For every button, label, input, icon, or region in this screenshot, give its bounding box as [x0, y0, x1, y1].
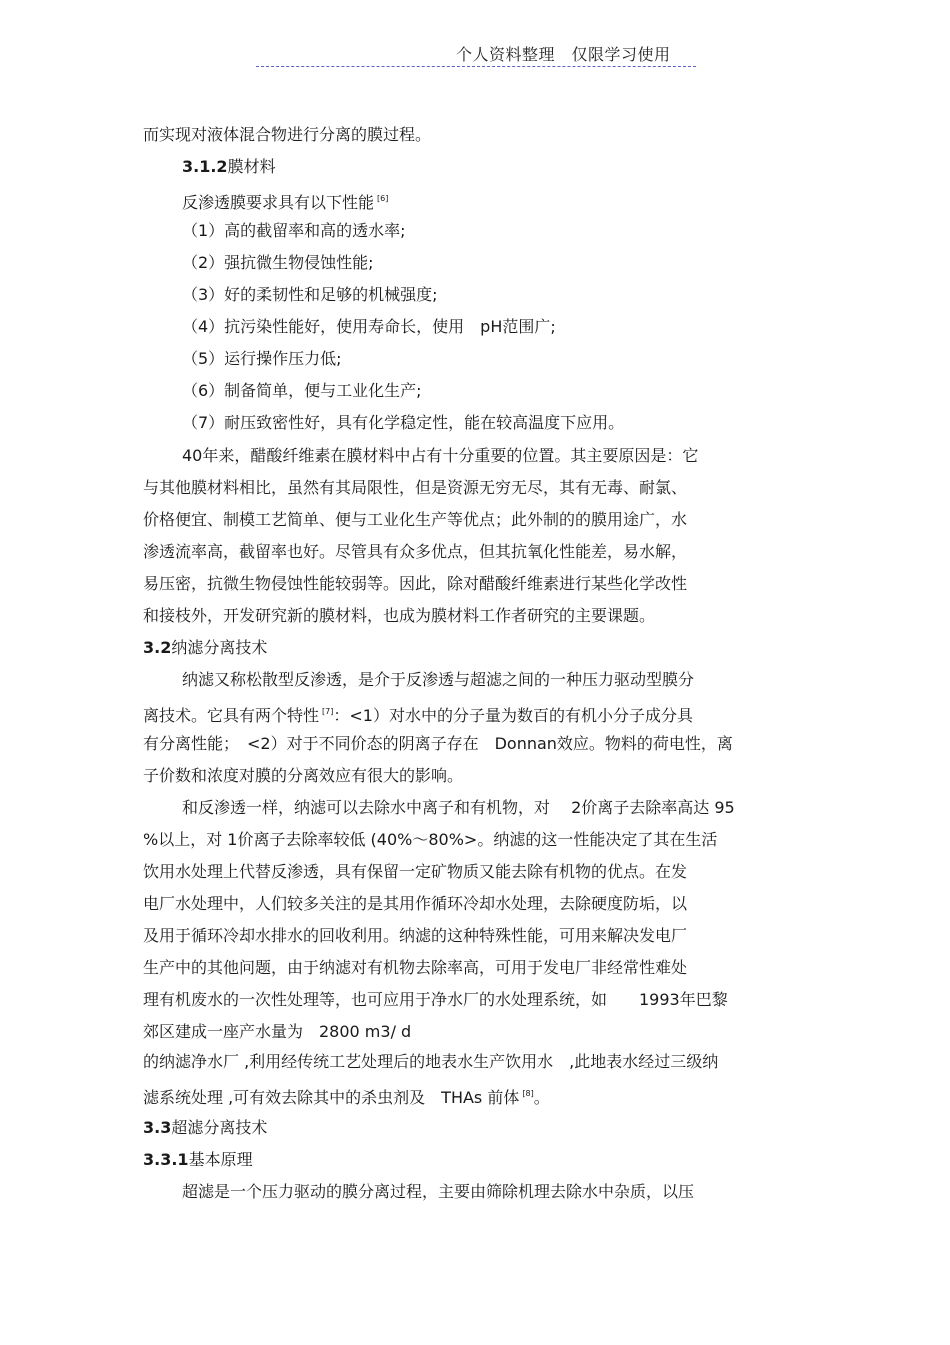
text-line: 易压密，抗微生物侵蚀性能较弱等。因此，除对醋酸纤维素进行某些化学改性 — [143, 574, 688, 593]
text-line: 滤系统处理 ,可有效去除其中的杀虫剂及 THAs 前体 [8]。 — [143, 1088, 550, 1107]
text-line: 与其他膜材料相比，虽然有其局限性，但是资源无穷无尽，其有无毒、耐氯、 — [143, 478, 688, 497]
section-heading: 3.2纳滤分离技术 — [143, 638, 268, 657]
list-item: （4）抗污染性能好，使用寿命长，使用 pH范围广; — [182, 317, 556, 336]
text-line: 反渗透膜要求具有以下性能 [6] — [182, 193, 389, 212]
section-number: 3.2 — [143, 638, 172, 657]
list-item: （6）制备简单，便与工业化生产; — [182, 381, 422, 400]
text-line: 有分离性能； <2）对于不同价态的阴离子存在 Donnan效应。物料的荷电性，离 — [143, 734, 733, 753]
text-line: 而实现对液体混合物进行分离的膜过程。 — [143, 125, 432, 144]
text-line: 理有机废水的一次性处理等，也可应用于净水厂的水处理系统，如 1993年巴黎 — [143, 990, 728, 1009]
header-text: 个人资料整理 仅限学习使用 — [456, 45, 671, 64]
section-heading: 3.3超滤分离技术 — [143, 1118, 268, 1137]
section-heading: 3.1.2膜材料 — [182, 157, 276, 176]
text-line: 超滤是一个压力驱动的膜分离过程，主要由筛除机理去除水中杂质，以压 — [182, 1182, 695, 1201]
text-line: 的纳滤净水厂 ,利用经传统工艺处理后的地表水生产饮用水 ,此地表水经过三级纳 — [143, 1052, 719, 1071]
list-item: （7）耐压致密性好，具有化学稳定性，能在较高温度下应用。 — [182, 413, 625, 432]
citation: [6] — [377, 194, 389, 203]
text-line: 和接枝外，开发研究新的膜材料，也成为膜材料工作者研究的主要课题。 — [143, 606, 656, 625]
text-line: 价格便宜、制模工艺简单、便与工业化生产等优点；此外制的的膜用途广，水 — [143, 510, 688, 529]
citation: [8] — [522, 1089, 534, 1098]
list-item: （1）高的截留率和高的透水率; — [182, 221, 406, 240]
text-line: 及用于循环冷却水排水的回收利用。纳滤的这种特殊性能，可用来解决发电厂 — [143, 926, 688, 945]
text-line: 生产中的其他问题，由于纳滤对有机物去除率高，可用于发电厂非经常性难处 — [143, 958, 688, 977]
text-line: 郊区建成一座产水量为 2800 m3/ d — [143, 1022, 412, 1041]
text-line: 离技术。它具有两个特性 [7]：<1）对水中的分子量为数百的有机小分子成分具 — [143, 706, 693, 725]
text-line: 电厂水处理中，人们较多关注的是其用作循环冷却水处理，去除硬度防垢，以 — [143, 894, 688, 913]
text-line: 和反渗透一样，纳滤可以去除水中离子和有机物，对 2价离子去除率高达 95 — [182, 798, 735, 817]
section-number: 3.1.2 — [182, 157, 228, 176]
text-line: 40年来，醋酸纤维素在膜材料中占有十分重要的位置。其主要原因是：它 — [182, 446, 699, 465]
text-line: 渗透流率高，截留率也好。尽管具有众多优点，但其抗氧化性能差，易水解， — [143, 542, 688, 561]
list-item: （3）好的柔韧性和足够的机械强度; — [182, 285, 438, 304]
page-header — [256, 42, 696, 67]
list-item: （5）运行操作压力低; — [182, 349, 342, 368]
section-number: 3.3 — [143, 1118, 172, 1137]
list-item: （2）强抗微生物侵蚀性能; — [182, 253, 374, 272]
section-heading: 3.3.1基本原理 — [143, 1150, 253, 1169]
citation: [7] — [322, 707, 334, 716]
text-line: 饮用水处理上代替反渗透，具有保留一定矿物质又能去除有机物的优点。在发 — [143, 862, 688, 881]
text-line: %以上，对 1价离子去除率较低 (40%～80%>。纳滤的这一性能决定了其在生活 — [143, 830, 718, 849]
text-line: 子价数和浓度对膜的分离效应有很大的影响。 — [143, 766, 464, 785]
section-number: 3.3.1 — [143, 1150, 189, 1169]
text-line: 纳滤又称松散型反渗透，是介于反渗透与超滤之间的一种压力驱动型膜分 — [182, 670, 695, 689]
